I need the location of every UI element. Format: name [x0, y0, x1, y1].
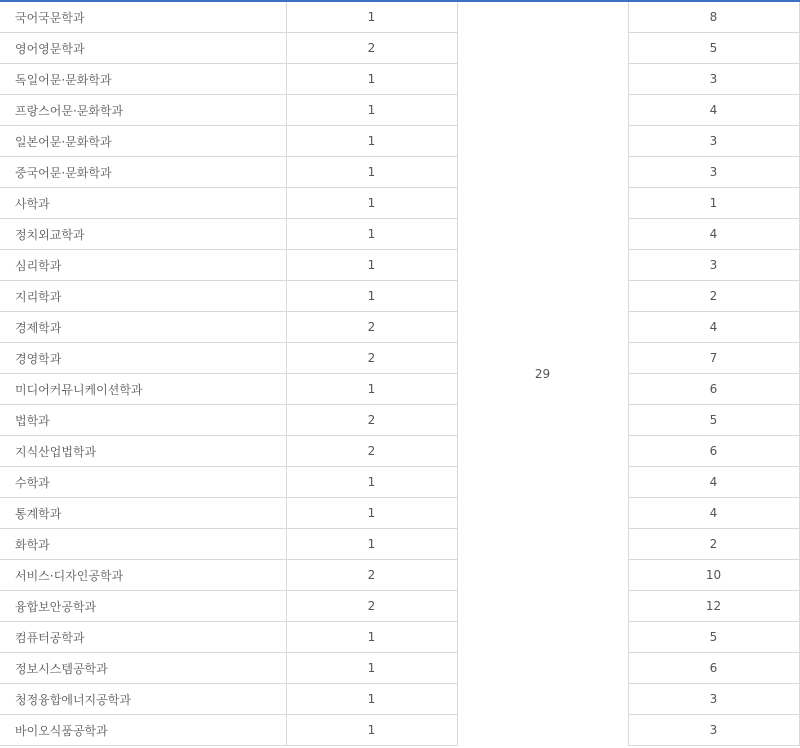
table-row: [0, 529, 799, 560]
quota-value: 1: [286, 2, 457, 33]
count-value: 4: [628, 467, 799, 498]
merged-total-value: 29: [534, 366, 551, 381]
count-value: 4: [628, 312, 799, 343]
table-row: [0, 95, 799, 126]
count-value: 3: [628, 64, 799, 95]
count-value: 2: [628, 281, 799, 312]
count-value: 5: [628, 33, 799, 64]
table-row: [0, 560, 799, 591]
count-value: 3: [628, 715, 799, 746]
department-name: 미디어커뮤니케이션학과: [0, 374, 286, 405]
table-row: [0, 33, 799, 64]
department-name: 정치외교학과: [0, 219, 286, 250]
table-row: [0, 250, 799, 281]
table-row: [0, 343, 799, 374]
table-row: [0, 374, 799, 405]
table-row: [0, 188, 799, 219]
quota-value: 1: [286, 715, 457, 746]
count-value: 4: [628, 219, 799, 250]
table-row: [0, 653, 799, 684]
count-value: 10: [628, 560, 799, 591]
count-value: 8: [628, 2, 799, 33]
quota-value: 1: [286, 95, 457, 126]
count-value: 7: [628, 343, 799, 374]
table-row: [0, 219, 799, 250]
table-row: [0, 281, 799, 312]
department-name: 융합보안공학과: [0, 591, 286, 622]
department-name: 경제학과: [0, 312, 286, 343]
quota-value: 1: [286, 498, 457, 529]
table-row: [0, 622, 799, 653]
department-name: 서비스·디자인공학과: [0, 560, 286, 591]
count-value: 1: [628, 188, 799, 219]
quota-value: 1: [286, 188, 457, 219]
table-row: [0, 684, 799, 715]
table-row: [0, 467, 799, 498]
table-row: [0, 405, 799, 436]
quota-value: 1: [286, 467, 457, 498]
quota-value: 1: [286, 653, 457, 684]
table-row: [0, 2, 799, 33]
department-name: 국어국문학과: [0, 2, 286, 33]
count-value: 6: [628, 653, 799, 684]
table-row: [0, 157, 799, 188]
count-value: 4: [628, 498, 799, 529]
table-row: [0, 436, 799, 467]
table-row: [0, 591, 799, 622]
quota-value: 2: [286, 405, 457, 436]
table-body: [0, 2, 799, 746]
count-value: 3: [628, 250, 799, 281]
table-row: [0, 126, 799, 157]
quota-value: 1: [286, 157, 457, 188]
department-name: 영어영문학과: [0, 33, 286, 64]
department-name: 지식산업법학과: [0, 436, 286, 467]
quota-value: 1: [286, 250, 457, 281]
count-value: 2: [628, 529, 799, 560]
quota-value: 1: [286, 622, 457, 653]
quota-value: 2: [286, 312, 457, 343]
quota-value: 2: [286, 560, 457, 591]
quota-value: 1: [286, 529, 457, 560]
count-value: 12: [628, 591, 799, 622]
quota-value: 2: [286, 591, 457, 622]
department-name: 청정융합에너지공학과: [0, 684, 286, 715]
count-value: 6: [628, 374, 799, 405]
quota-value: 1: [286, 374, 457, 405]
department-name: 바이오식품공학과: [0, 715, 286, 746]
department-name: 통계학과: [0, 498, 286, 529]
count-value: 3: [628, 684, 799, 715]
department-name: 심리학과: [0, 250, 286, 281]
count-value: 5: [628, 405, 799, 436]
quota-value: 1: [286, 281, 457, 312]
count-value: 4: [628, 95, 799, 126]
department-name: 지리학과: [0, 281, 286, 312]
count-value: 6: [628, 436, 799, 467]
table-row: [0, 498, 799, 529]
count-value: 5: [628, 622, 799, 653]
table-row: [0, 715, 799, 746]
department-name: 경영학과: [0, 343, 286, 374]
table-row: [0, 312, 799, 343]
count-value: 3: [628, 126, 799, 157]
quota-value: 1: [286, 64, 457, 95]
quota-value: 2: [286, 436, 457, 467]
department-name: 독일어문·문화학과: [0, 64, 286, 95]
department-name: 일본어문·문화학과: [0, 126, 286, 157]
quota-value: 1: [286, 684, 457, 715]
quota-value: 1: [286, 219, 457, 250]
quota-value: 1: [286, 126, 457, 157]
department-name: 사학과: [0, 188, 286, 219]
quota-value: 2: [286, 343, 457, 374]
department-name: 중국어문·문화학과: [0, 157, 286, 188]
department-name: 프랑스어문·문화학과: [0, 95, 286, 126]
quota-value: 2: [286, 33, 457, 64]
department-name: 컴퓨터공학과: [0, 622, 286, 653]
department-name: 정보시스템공학과: [0, 653, 286, 684]
department-name: 법학과: [0, 405, 286, 436]
department-quota-table: [0, 2, 800, 746]
table-row: [0, 64, 799, 95]
department-name: 화학과: [0, 529, 286, 560]
merged-total-cell: [457, 2, 628, 746]
department-name: 수학과: [0, 467, 286, 498]
count-value: 3: [628, 157, 799, 188]
